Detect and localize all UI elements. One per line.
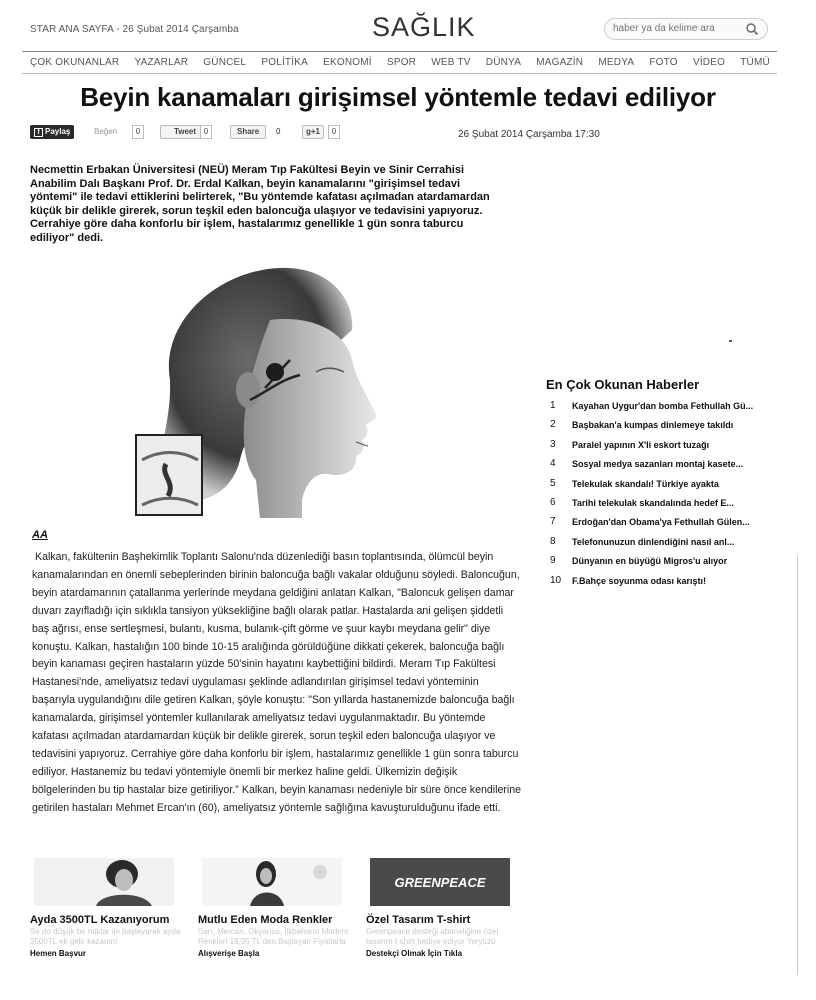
promo-title[interactable]: Özel Tasarım T-shirt [366, 914, 471, 926]
most-read-item[interactable] [546, 497, 776, 516]
most-read-item[interactable] [546, 419, 776, 438]
promo-description: Sarı, Mercan, Okyanus, İlkbaharın Modern Renkleri 19,95 TL'den Başlayan Fiyatlarla [198, 927, 349, 946]
facebook-icon: f [34, 128, 43, 137]
nav-item-guncel[interactable]: GÜNCEL [203, 57, 247, 68]
item-title[interactable]: Sosyal medya sazanları montaj kasete... [572, 459, 744, 470]
most-read-item[interactable] [546, 555, 776, 574]
section-title: SAĞLIK [372, 12, 476, 42]
nav-item-web-tv[interactable]: WEB TV [431, 57, 471, 68]
item-title[interactable]: Telefonunuzun dinlendiğini nasıl anl... [572, 536, 735, 547]
like-label[interactable]: Beğen [94, 127, 118, 136]
main-nav [30, 57, 770, 71]
most-read-item[interactable] [546, 575, 776, 594]
item-number: 6 [550, 496, 556, 508]
most-read-item[interactable] [546, 536, 776, 555]
item-number: 2 [550, 419, 556, 431]
most-read-sidebar [546, 377, 776, 594]
promo-card[interactable] [30, 858, 190, 958]
head-illustration [130, 260, 380, 518]
nav-item-magazin[interactable]: MAGAZİN [536, 57, 584, 68]
nav-divider [22, 73, 777, 74]
aa-source-link[interactable]: AA [32, 529, 48, 541]
nav-item-video[interactable]: VİDEO [692, 57, 726, 68]
nav-item-politika[interactable]: POLİTİKA [261, 57, 308, 68]
promo-image[interactable] [34, 858, 174, 906]
article-body [32, 549, 522, 818]
gplus-count: 0 [328, 125, 340, 139]
most-read-item[interactable] [546, 439, 776, 458]
greenpeace-logo: GREENPEACE [394, 875, 486, 890]
promo-link[interactable]: Alışverişe Başla [198, 949, 260, 958]
item-title[interactable]: Kayahan Uygur'dan bomba Fethullah Gü... [572, 401, 754, 411]
item-number: 1 [550, 400, 556, 411]
item-number: 9 [550, 555, 556, 567]
item-number: 10 [550, 574, 562, 586]
promo-description: Se do düşük bir miktar ile başlayarak ayda 3500TL ek gelir kazanın! [30, 927, 181, 946]
nav-item-medya[interactable]: MEDYA [598, 57, 635, 68]
most-read-item[interactable] [546, 400, 776, 419]
most-read-item[interactable] [546, 458, 776, 477]
search-icon[interactable] [745, 22, 759, 36]
gplus-button[interactable]: g+1 [302, 125, 324, 139]
header-divider [22, 51, 777, 52]
item-title[interactable]: Erdoğan'dan Obama'ya Fethullah Gülen... [572, 517, 750, 528]
nav-item-ekonomi[interactable]: EKONOMİ [323, 57, 372, 68]
nav-item-dunya[interactable]: DÜNYA [485, 57, 522, 68]
promo-link[interactable]: Destekçi Olmak İçin Tıkla [366, 949, 463, 958]
most-read-item[interactable] [546, 478, 776, 497]
item-number: 8 [550, 535, 556, 547]
promo-row [30, 858, 520, 968]
content-border [797, 555, 798, 975]
tweet-count: 0 [200, 125, 212, 139]
article-lede: Necmettin Erbakan Üniversitesi (NEÜ) Meram Tıp Fakültesi Beyin ve Sinir Cerrahisi Anabilim Dalı Başkanı Prof. Dr. Erdal Kalkan, beyin kanamalarını "girişimsel tedavi yöntemi" ile tedavi ettiklerini belirterek, "Bu yöntemde kafatası açılmadan atardamardan küçük bir delikle girerek, sorun teşkil eden baloncuğa ulaşıyor ve tedavisini yapıyoruz. Cerrahiye göre daha konforlu bir işlem, hastalarımız genellikle 1 gün sonra taburcu ediliyor" dedi. [30, 164, 490, 244]
search-box [604, 18, 768, 40]
item-title[interactable]: Başbakan'a kumpas dinlemeye takıldı [572, 420, 734, 431]
like-count: 0 [132, 125, 144, 139]
nav-item-spor[interactable]: SPOR [386, 57, 417, 68]
promo-image[interactable] [202, 858, 342, 906]
promo-description: Greenpeace desteği aboneliğine özel tasarım t-shirt hediye ediyor Yeryüzü [366, 927, 499, 946]
share-button[interactable]: Share [230, 125, 266, 139]
breadcrumb[interactable]: STAR ANA SAYFA - 26 Şubat 2014 Çarşamba [30, 24, 239, 35]
article-headline: Beyin kanamaları girişimsel yöntemle tedavi ediliyor [80, 82, 716, 112]
tweet-button[interactable]: Tweet [160, 125, 210, 139]
item-title[interactable]: Dünyanın en büyüğü Migros'u alıyor [572, 556, 728, 567]
share-label: Paylaş [45, 127, 71, 136]
nav-item-foto[interactable]: FOTO [649, 57, 678, 68]
item-number: 7 [550, 516, 556, 528]
promo-card[interactable] [198, 858, 358, 958]
item-number: 4 [550, 458, 556, 470]
decorative-dot [729, 340, 732, 342]
item-number: 3 [550, 438, 556, 450]
nav-item-cok-okunanlar[interactable]: ÇOK OKUNANLAR [30, 57, 120, 68]
share-count: 0 [276, 127, 281, 136]
nav-item-yazarlar[interactable]: YAZARLAR [134, 57, 189, 68]
top-bar [30, 12, 776, 48]
article-date: 26 Şubat 2014 Çarşamba 17:30 [458, 129, 600, 140]
promo-title[interactable]: Mutlu Eden Moda Renkler [198, 914, 333, 926]
item-title[interactable]: F.Bahçe soyunma odası karıştı! [572, 575, 707, 586]
item-title[interactable]: Paralel yapının X'li eskort tuzağı [572, 439, 710, 450]
article-image [130, 260, 380, 518]
item-number: 5 [550, 477, 556, 489]
most-read-title: En Çok Okunan Haberler [546, 377, 700, 392]
most-read-list [546, 400, 776, 594]
item-title[interactable]: Tarihi telekulak skandalında hedef E... [572, 497, 734, 508]
promo-card[interactable] [366, 858, 526, 958]
search-input[interactable] [613, 23, 743, 34]
most-read-item[interactable] [546, 516, 776, 535]
nav-item-tumu[interactable]: TÜMÜ [740, 57, 770, 68]
facebook-share-button[interactable] [30, 125, 74, 139]
article-body-text: Kalkan, fakültenin Başhekimlik Toplantı Salonu'nda düzenlediği basın toplantısında, ölümcül beyin kanamalarından en önemli sebeplerinden birinin baloncuğa bağlı vakalar olduğunu söyledi. Baloncuğun, beyin atardamarının çatallanma yerlerinde meydana geldiğini anlatan Kalkan, "Baloncuk gelişen damar duvarı zayıfladığı için sıklıkla tansiyon yüksekliğine bağlı olarak patlar. Hastalarda ani gelişen şiddetli baş ağrısı, ense sertleşmesi, bulantı, kusma, bulanık-çift görme ve şuur kaybı meydana gelir" diye konuştu. Kalkan, hastalığın 100 binde 10-15 aralığında görüldüğüne dikkati çekerek, baloncuğa bağlı beyin kanaması geçiren hastaların yüzde 50'sinin hayatını kaybettiğini bildirdi. Meram Tıp Fakültesi Hastanesi'nde, ameliyatsız tedavi uygulaması şeklinde adlandırılan girişimsel tedavi yönteminin başarıyla uygulandığını dile getiren Kalkan, şöyle konuştu: "Son yıllarda hastanemizde baloncuğa bağlı kanamalarda, girişimsel yöntemler kullanılarak ameliyatsız tedavi uygulanmaktadır. Bu yöntemde kafatası açılmadan atardamardan küçük bir delikle girerek, sorun teşkil eden baloncuğa ulaşıyor ve tedavisini yapıyoruz. Cerrahiye göre daha konforlu bir işlem, hastalarımız genellikle 1 gün sonra taburcu ediliyor. Hastanemiz bu tedavi yöntemiyle önemli bir merkez haline geldi. Ülkemizin değişik bölgelerinden bu tip hastalar bize getiriliyor." Kalkan, beyin kanaması nedeniyle bir süre önce kendilerine getirilen hastaları Mehmet Ercan'ın (60), ameliyatsız yöntemle sağlığına kavuşturulduğunu ifade etti. [32, 551, 522, 814]
promo-link[interactable]: Hemen Başvur [30, 949, 87, 958]
promo-image[interactable] [370, 858, 510, 906]
item-title[interactable]: Telekulak skandalı! Türkiye ayakta [572, 478, 719, 489]
promo-title[interactable]: Ayda 3500TL Kazanıyorum [30, 914, 170, 926]
